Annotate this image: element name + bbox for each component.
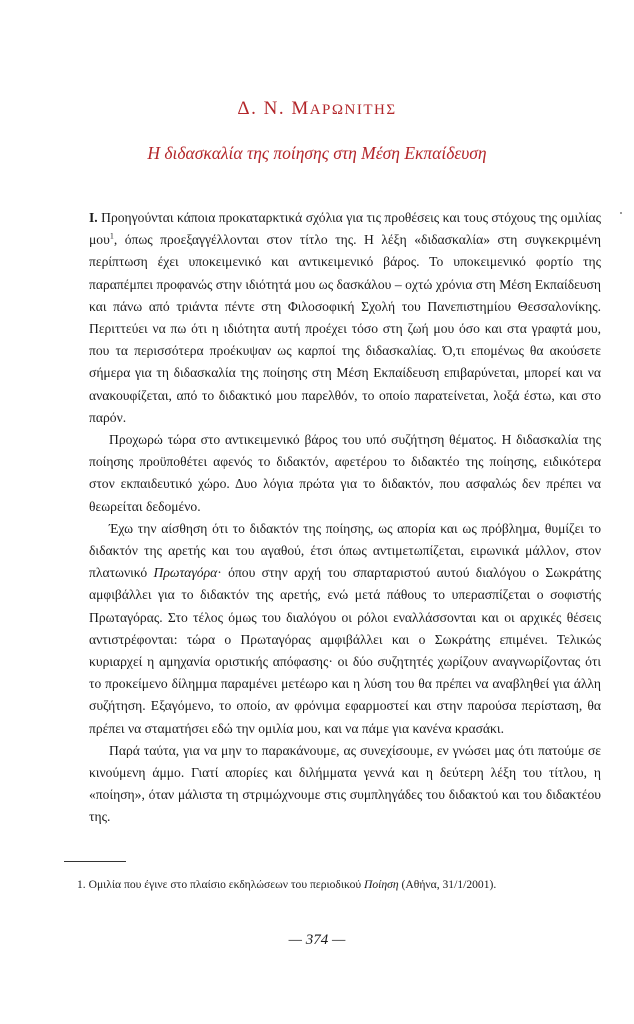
work-title-protagoras: Πρωταγόρα bbox=[153, 565, 218, 581]
paragraph-3-text-b: · όπου στην αρχή του σπαρταριστού αυτού διαλόγου ο Σωκράτης αμφιβάλλει για το διδακτόν της αρετής, ενώ μετά πάθους το υπερασπίζεται ο σοφιστής Πρωταγόρας. Στο τέλος όμως του διαλόγου οι ρόλοι εναλλάσσονται και οι αρχικές θέσεις αντιστρέφονται: τώρα ο Πρωταγόρας αμφιβάλλει και ο Σωκράτης επιμένει. Τελικώς κυριαρχεί η αμηχανία οριστικής απόφασης· οι δύο συζητητές χωρίζουν αναγνωρίζοντας ότι το προκείμενο δίλημμα παραμένει μετέωρο και η λύση του θα πρέπει να αναβληθεί για άλλη συζήτηση. Εξαγόμενο, το οποίο, αν φρόνιμα εφαρμοστεί και στην παρούσα περίσταση, θα πρέπει να σταματήσει εδώ την ομιλία μου, και να πάμε για κανένα κρασάκι. bbox=[89, 565, 601, 736]
paragraph-3 bbox=[89, 518, 601, 740]
paragraph-1 bbox=[89, 207, 601, 429]
paragraph-1-text-a: Προηγούνται κάποια προκαταρκτικά σχόλια για τις προθέσεις και τους στόχους της ομιλίας μου bbox=[89, 210, 601, 248]
footnote-divider bbox=[64, 861, 126, 862]
paragraph-3-text-a: Έχω την αίσθηση ότι το διδακτόν της ποίησης, ως απορία και ως πρόβλημα, θυμίζει το διδακτόν της αρετής και του αγαθού, έτσι όπως αντιμετωπίζεται, ειρωνικά μάλλον, στον πλατωνικό bbox=[89, 520, 601, 581]
scan-speck bbox=[620, 212, 622, 214]
section-number: I. bbox=[89, 210, 98, 225]
footnote-1 bbox=[77, 877, 597, 892]
footnote-text-a: 1. Ομιλία που έγινε στο πλαίσιο εκδηλώσεων του περιοδικού bbox=[77, 878, 365, 891]
article-title: Η διδασκαλία της ποίησης στη Μέση Εκπαίδευση bbox=[147, 143, 487, 163]
author-surname-smallcaps: ΑΡΩΝΙΤΗΣ bbox=[309, 102, 397, 118]
paragraph-4: Παρά ταύτα, για να μην το παρακάνουμε, ας συνεχίσουμε, εν γνώσει μας ότι πατούμε σε κινούμενη άμμο. Γιατί απορίες και διλήμματα γεννά και η δεύτερη λέξη του τίτλου, η «ποίηση», όταν μάλιστα τη στριμώχνουμε στις συμπληγάδες του διδακτού και του διδακτέου της. bbox=[89, 742, 601, 825]
paragraph-2: Προχωρώ τώρα στο αντικειμενικό βάρος του υπό συζήτηση θέματος. Η διδασκαλία της ποίησης προϋποθέτει αφενός το διδακτόν, αφετέρου το διδακτέο της ποίησης, ειδικότερα στον εκπαιδευτικό χώρο. Δυο λόγια πρώτα για το διδακτόν, που ασφαλώς δεν πρέπει να θεωρείται δεδομένο. bbox=[89, 432, 601, 514]
paragraph-1-text-b: , όπως προεξαγγέλλονται στον τίτλο της. Η λέξη «διδασκαλία» στη συγκεκριμένη περίπτωση έχει υποκειμενικό και αντικειμενικό βάρος. Το υποκειμενικό φορτίο της παραπέμπει προφανώς στην ιδιότητά μου ως δασκάλου – οχτώ χρόνια στη Μέση Εκπαίδευση και πάνω από τριάντα πέντε στη Φιλοσοφική Σχολή του Πανεπιστημίου Θεσσαλονίκης. Περιττεύει να πω ότι η ιδιότητα αυτή προέχει τόσο στη ζωή μου όσο και στα γραφτά μου, που τα περισσότερα προέκυψαν ως καρποί της διδασκαλίας. Ό,τι επομένως θα ακούσετε σήμερα για τη διδασκαλία της ποίησης στη Μέση Εκπαίδευση επιβαρύνεται, μπορεί και να ανακουφίζεται, από το διδακτικό μου παρελθόν, το οποίο παρατείνεται, λοξά έστω, και στο παρόν. bbox=[89, 232, 601, 425]
journal-title: Ποίηση bbox=[364, 878, 399, 891]
footnote-text-b: (Αθήνα, 31/1/2001). bbox=[398, 878, 497, 891]
author-initials: Δ. Ν. Μ bbox=[237, 98, 310, 119]
author-name bbox=[0, 98, 634, 120]
page-number: — 374 — bbox=[288, 932, 346, 948]
article-body bbox=[89, 207, 601, 829]
footnote-marker: 1 bbox=[109, 231, 114, 241]
